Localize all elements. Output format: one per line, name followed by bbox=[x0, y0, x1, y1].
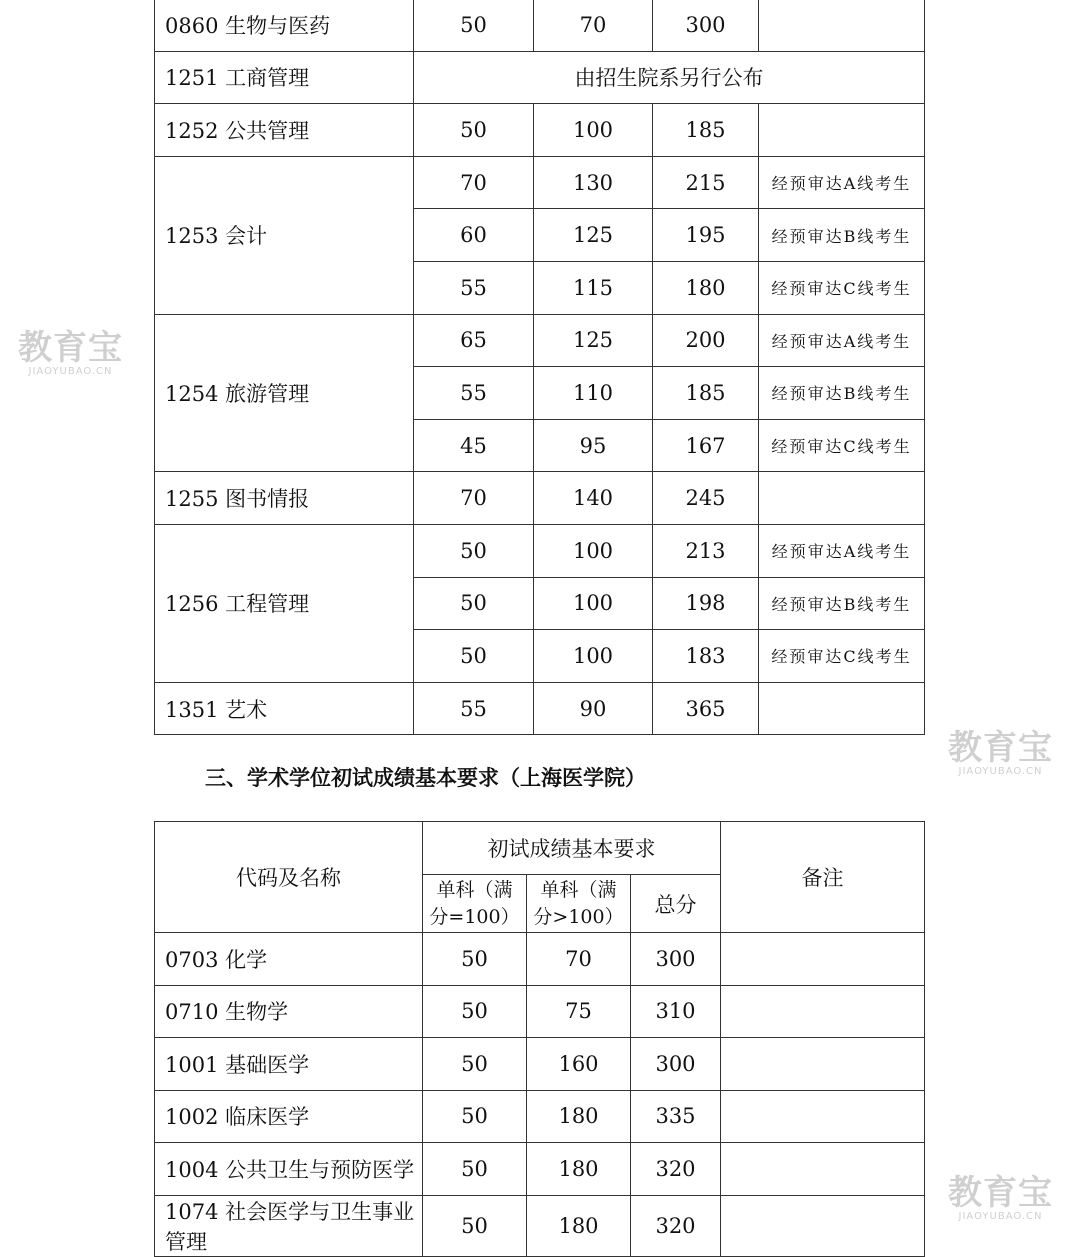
program-name: 1252 公共管理 bbox=[155, 104, 414, 157]
remark bbox=[721, 933, 925, 986]
table-row bbox=[155, 472, 925, 525]
total-score: 300 bbox=[653, 0, 759, 51]
header-remark: 备注 bbox=[721, 822, 925, 933]
header-code-name: 代码及名称 bbox=[155, 822, 423, 933]
total-score: 320 bbox=[631, 1195, 721, 1256]
remark: 经预审达B线考生 bbox=[759, 577, 925, 630]
program-name: 1351 艺术 bbox=[155, 682, 414, 735]
merged-announcement: 由招生院系另行公布 bbox=[414, 51, 925, 104]
single-subject-100: 50 bbox=[414, 524, 534, 577]
total-score: 245 bbox=[653, 472, 759, 525]
single-subject-over-100: 95 bbox=[534, 419, 653, 472]
table-row bbox=[155, 1143, 925, 1196]
remark bbox=[721, 1143, 925, 1196]
total-score: 185 bbox=[653, 367, 759, 420]
program-name: 1253 会计 bbox=[155, 156, 414, 314]
score-table-academic bbox=[154, 821, 925, 1257]
watermark-logo-text: 教育宝 bbox=[948, 728, 1053, 768]
single-subject-100: 65 bbox=[414, 314, 534, 367]
total-score: 215 bbox=[653, 156, 759, 209]
single-subject-100: 60 bbox=[414, 209, 534, 262]
total-score: 180 bbox=[653, 261, 759, 314]
program-name: 1256 工程管理 bbox=[155, 524, 414, 682]
section-title: 三、学术学位初试成绩基本要求（上海医学院） bbox=[205, 766, 646, 790]
watermark bbox=[948, 1175, 1053, 1223]
single-subject-over-100: 100 bbox=[534, 630, 653, 683]
single-subject-100: 50 bbox=[414, 577, 534, 630]
single-subject-over-100: 180 bbox=[527, 1195, 631, 1256]
remark: 经预审达C线考生 bbox=[759, 261, 925, 314]
single-subject-100: 45 bbox=[414, 419, 534, 472]
watermark-url: JIAOYUBAO.CN bbox=[958, 1211, 1043, 1222]
single-subject-over-100: 90 bbox=[534, 682, 653, 735]
table-row bbox=[155, 682, 925, 735]
watermark-url: JIAOYUBAO.CN bbox=[958, 766, 1043, 777]
single-subject-over-100: 180 bbox=[527, 1143, 631, 1196]
total-score: 335 bbox=[631, 1090, 721, 1143]
table-row bbox=[155, 156, 925, 209]
remark: 经预审达B线考生 bbox=[759, 209, 925, 262]
total-score: 198 bbox=[653, 577, 759, 630]
watermark bbox=[948, 730, 1053, 778]
single-subject-100: 50 bbox=[423, 1195, 527, 1256]
table-row bbox=[155, 1038, 925, 1091]
program-name: 1001 基础医学 bbox=[155, 1038, 423, 1091]
program-name: 0860 生物与医药 bbox=[155, 0, 414, 51]
program-name: 0703 化学 bbox=[155, 933, 423, 986]
single-subject-over-100: 140 bbox=[534, 472, 653, 525]
total-score: 300 bbox=[631, 1038, 721, 1091]
remark: 经预审达C线考生 bbox=[759, 419, 925, 472]
single-subject-100: 50 bbox=[414, 104, 534, 157]
total-score: 195 bbox=[653, 209, 759, 262]
table-row bbox=[155, 933, 925, 986]
single-subject-100: 50 bbox=[423, 1038, 527, 1091]
single-subject-100: 50 bbox=[423, 933, 527, 986]
single-subject-over-100: 130 bbox=[534, 156, 653, 209]
header-line: 分>100） bbox=[533, 905, 624, 928]
watermark-logo-text: 教育宝 bbox=[18, 328, 123, 368]
header-total: 总分 bbox=[631, 875, 721, 933]
single-subject-100: 50 bbox=[414, 630, 534, 683]
header-line: 单科（满 bbox=[540, 878, 617, 901]
remark bbox=[721, 1090, 925, 1143]
header-score-requirements: 初试成绩基本要求 bbox=[423, 822, 721, 875]
table-row bbox=[155, 104, 925, 157]
total-score: 213 bbox=[653, 524, 759, 577]
single-subject-over-100: 70 bbox=[527, 933, 631, 986]
single-subject-100: 70 bbox=[414, 472, 534, 525]
single-subject-100: 55 bbox=[414, 367, 534, 420]
header-line: 单科（满 bbox=[436, 878, 513, 901]
total-score: 167 bbox=[653, 419, 759, 472]
table-row bbox=[155, 985, 925, 1038]
table-row bbox=[155, 51, 925, 104]
single-subject-100: 50 bbox=[414, 0, 534, 51]
remark bbox=[759, 472, 925, 525]
remark bbox=[721, 985, 925, 1038]
total-score: 310 bbox=[631, 985, 721, 1038]
single-subject-over-100: 115 bbox=[534, 261, 653, 314]
header-single-subject-100 bbox=[423, 875, 527, 933]
program-name: 0710 生物学 bbox=[155, 985, 423, 1038]
remark: 经预审达A线考生 bbox=[759, 314, 925, 367]
remark: 经预审达C线考生 bbox=[759, 630, 925, 683]
single-subject-100: 55 bbox=[414, 682, 534, 735]
total-score: 200 bbox=[653, 314, 759, 367]
watermark-logo-text: 教育宝 bbox=[948, 1173, 1053, 1213]
score-table-professional bbox=[154, 0, 925, 735]
total-score: 300 bbox=[631, 933, 721, 986]
single-subject-over-100: 70 bbox=[534, 0, 653, 51]
remark bbox=[759, 0, 925, 51]
single-subject-over-100: 75 bbox=[527, 985, 631, 1038]
single-subject-over-100: 100 bbox=[534, 577, 653, 630]
total-score: 185 bbox=[653, 104, 759, 157]
remark: 经预审达A线考生 bbox=[759, 156, 925, 209]
watermark-url: JIAOYUBAO.CN bbox=[28, 366, 113, 377]
single-subject-100: 55 bbox=[414, 261, 534, 314]
single-subject-over-100: 100 bbox=[534, 524, 653, 577]
single-subject-over-100: 125 bbox=[534, 314, 653, 367]
program-name: 1002 临床医学 bbox=[155, 1090, 423, 1143]
total-score: 365 bbox=[653, 682, 759, 735]
header-single-subject-over-100 bbox=[527, 875, 631, 933]
single-subject-100: 70 bbox=[414, 156, 534, 209]
single-subject-over-100: 125 bbox=[534, 209, 653, 262]
total-score: 320 bbox=[631, 1143, 721, 1196]
remark bbox=[721, 1038, 925, 1091]
remark: 经预审达A线考生 bbox=[759, 524, 925, 577]
program-name: 1251 工商管理 bbox=[155, 51, 414, 104]
single-subject-over-100: 160 bbox=[527, 1038, 631, 1091]
watermark bbox=[18, 330, 123, 378]
single-subject-100: 50 bbox=[423, 1143, 527, 1196]
table-header-row bbox=[155, 822, 925, 875]
program-name: 1255 图书情报 bbox=[155, 472, 414, 525]
program-name: 1074 社会医学与卫生事业管理 bbox=[155, 1195, 423, 1256]
remark bbox=[759, 104, 925, 157]
table-row bbox=[155, 524, 925, 577]
single-subject-100: 50 bbox=[423, 1090, 527, 1143]
program-name: 1254 旅游管理 bbox=[155, 314, 414, 472]
single-subject-100: 50 bbox=[423, 985, 527, 1038]
single-subject-over-100: 180 bbox=[527, 1090, 631, 1143]
table-row bbox=[155, 1090, 925, 1143]
header-line: 分=100） bbox=[429, 905, 520, 928]
total-score: 183 bbox=[653, 630, 759, 683]
single-subject-over-100: 100 bbox=[534, 104, 653, 157]
program-name: 1004 公共卫生与预防医学 bbox=[155, 1143, 423, 1196]
remark bbox=[759, 682, 925, 735]
table-row bbox=[155, 0, 925, 51]
remark: 经预审达B线考生 bbox=[759, 367, 925, 420]
single-subject-over-100: 110 bbox=[534, 367, 653, 420]
table-row bbox=[155, 314, 925, 367]
